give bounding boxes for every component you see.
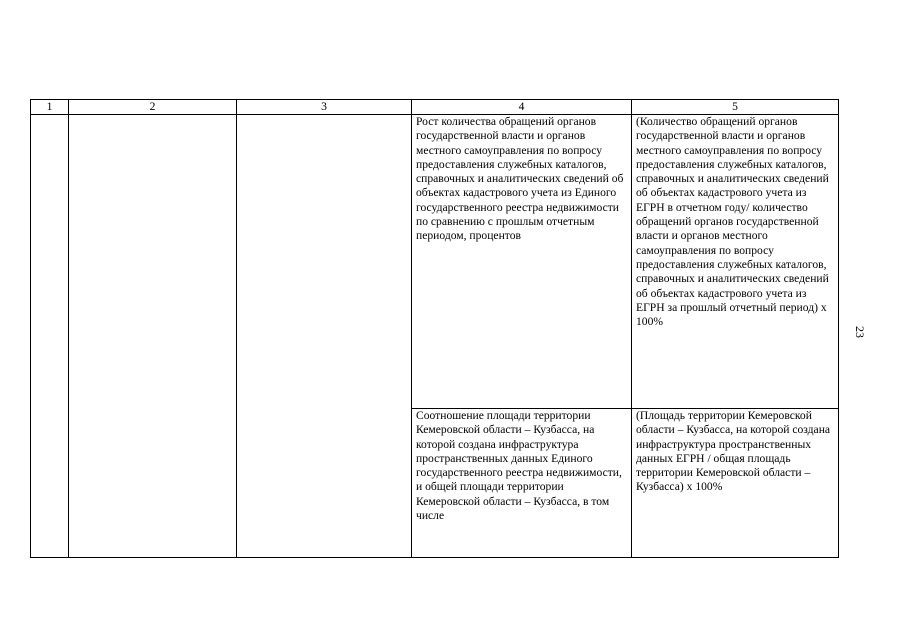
- empty-cell: [69, 115, 237, 409]
- table-row: [31, 409, 839, 558]
- indicators-table: [30, 99, 839, 558]
- indicator-cell: Рост количества обращений органов государственной власти и органов местного самоуправления по вопросу предоставления служебных каталогов, справочных и аналитических сведений об объектах кадастрового учета из Единого государственного реестра недвижимости по сравнению с прошлым отчетным периодом, процентов: [412, 115, 632, 409]
- column-header-4: 4: [412, 100, 632, 115]
- empty-cell: [69, 409, 237, 558]
- column-header-5: 5: [632, 100, 839, 115]
- column-header-1: 1: [31, 100, 69, 115]
- indicator-cell: Соотношение площади территории Кемеровской области – Кузбасса, на которой создана инфраструктура пространственных данных Единого государственного реестра недвижимости, и общей площади территории Кемеровской области – Кузбасса, в том числе: [412, 409, 632, 558]
- empty-cell: [237, 409, 412, 558]
- column-header-2: 2: [69, 100, 237, 115]
- table-row: [31, 115, 839, 409]
- empty-cell: [237, 115, 412, 409]
- formula-cell: (Площадь территории Кемеровской области – Кузбасса, на которой создана инфраструктура пространственных данных ЕГРН / общая площадь территории Кемеровской области – Кузбасса) х 100%: [632, 409, 839, 558]
- empty-cell: [31, 409, 69, 558]
- page-number: 23: [853, 326, 867, 338]
- formula-cell: (Количество обращений органов государственной власти и органов местного самоуправления по вопросу предоставления служебных каталогов, справочных и аналитических сведений об объектах кадастрового учета из ЕГРН в отчетном году/ количество обращений органов государственной власти и органов местного самоуправления по вопросу предоставления служебных каталогов, справочных и аналитических сведений об объектах кадастрового учета из ЕГРН за прошлый отчетный период) х 100%: [632, 115, 839, 409]
- column-header-3: 3: [237, 100, 412, 115]
- header-row: [31, 100, 839, 115]
- empty-cell: [31, 115, 69, 409]
